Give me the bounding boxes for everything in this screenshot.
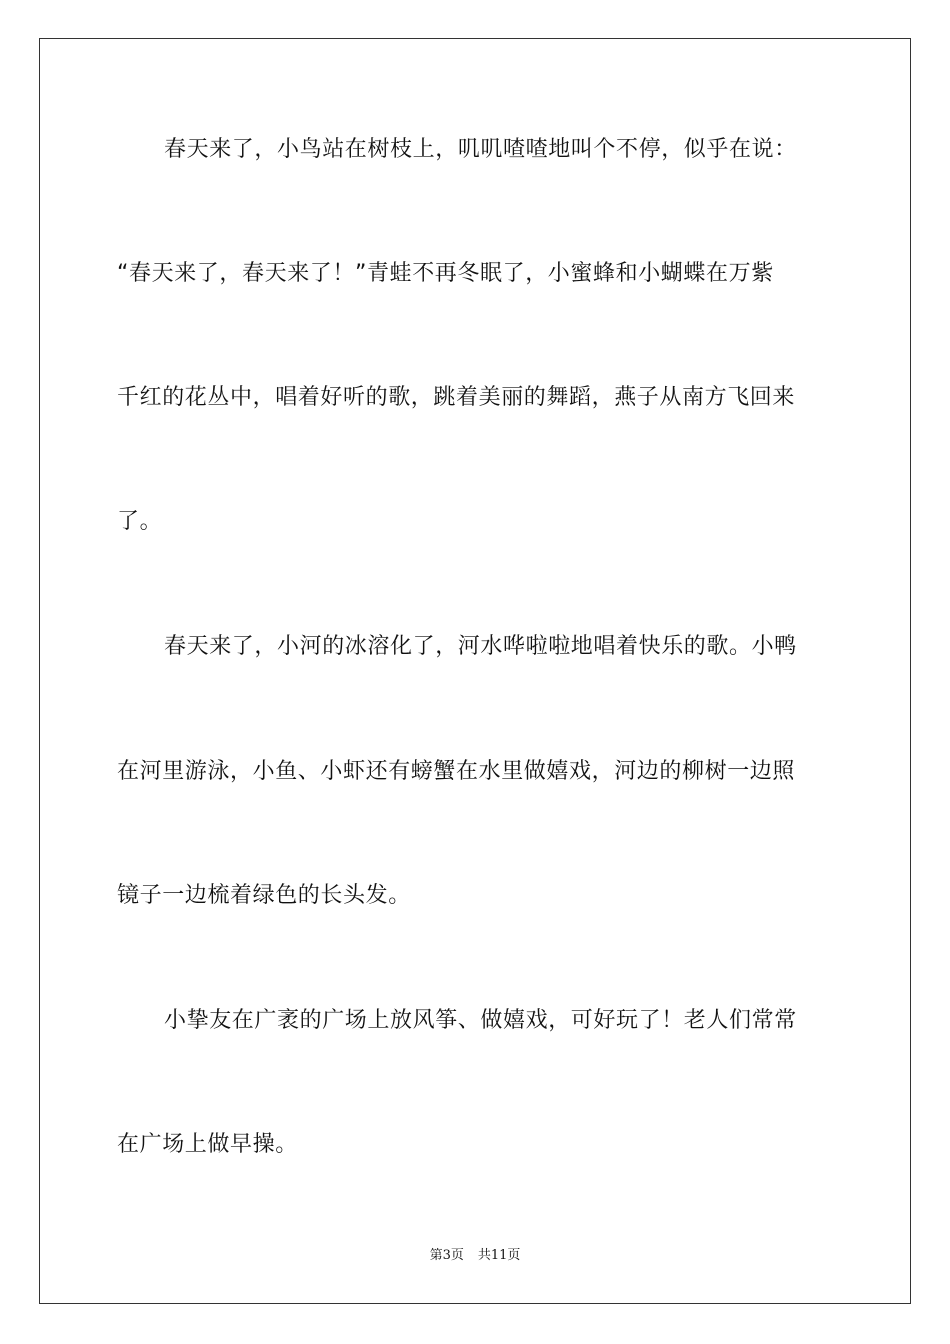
paragraph-2-line-1: 春天来了，小河的冰溶化了，河水哗啦啦地唱着快乐的歌。小鸭	[164, 634, 797, 659]
paragraph-3-line-1: 小挚友在广袤的广场上放风筝、做嬉戏，可好玩了！老人们常常	[164, 1008, 797, 1033]
page-border	[39, 38, 911, 1304]
paragraph-2-line-2: 在河里游泳，小鱼、小虾还有螃蟹在水里做嬉戏，河边的柳树一边照	[117, 759, 796, 784]
paragraph-1-line-2: “春天来了，春天来了！”青蛙不再冬眠了，小蜜蜂和小蝴蝶在万紫	[117, 261, 774, 286]
paragraph-3-line-2: 在广场上做早操。	[117, 1132, 298, 1157]
page-number: 第3页	[429, 1248, 464, 1263]
paragraph-1-line-1: 春天来了，小鸟站在树枝上，叽叽喳喳地叫个不停，似乎在说：	[164, 137, 797, 162]
paragraph-1-line-4: 了。	[117, 509, 163, 534]
page-footer	[0, 1247, 950, 1265]
total-pages: 共11页	[477, 1248, 521, 1263]
paragraph-1-line-3: 千红的花丛中，唱着好听的歌，跳着美丽的舞蹈，燕子从南方飞回来	[117, 385, 796, 410]
paragraph-2-line-3: 镜子一边梳着绿色的长头发。	[117, 883, 411, 908]
